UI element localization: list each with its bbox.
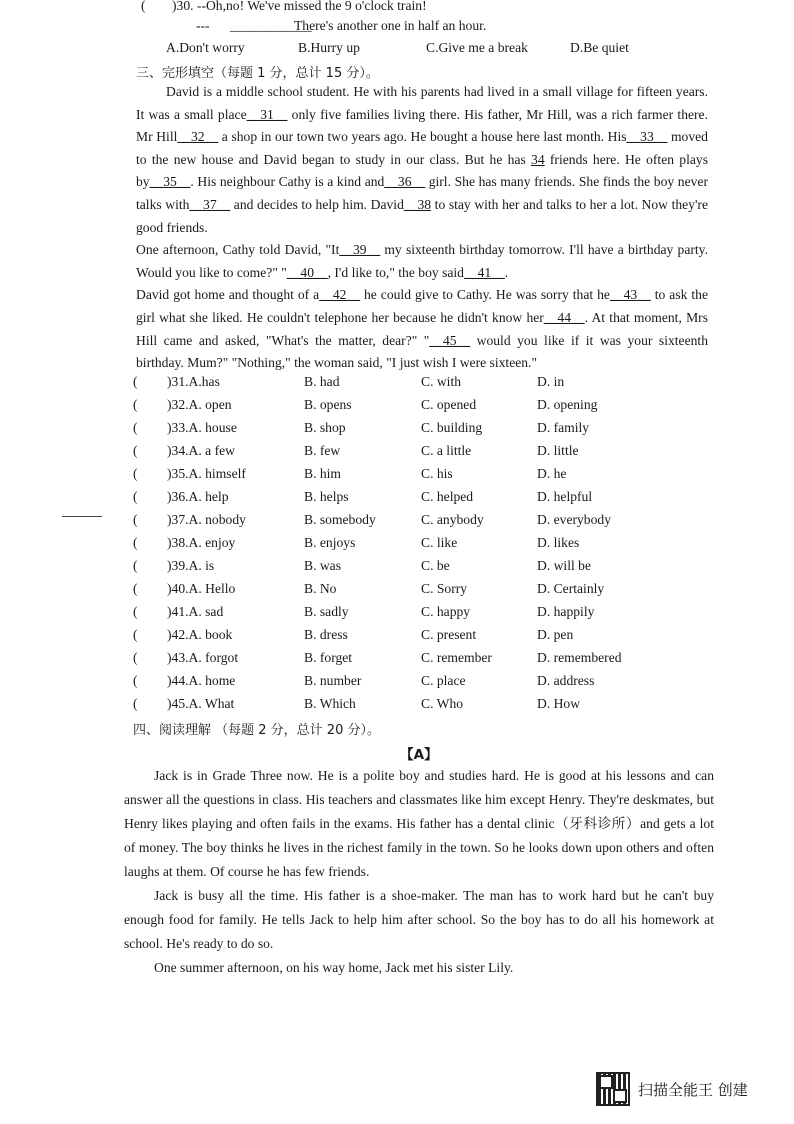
option-row-39: ( )39.A. is B. was C. be D. will be — [133, 558, 591, 573]
option-row-40: ( )40.A. Hello B. No C. Sorry D. Certainly — [133, 581, 605, 596]
q30-blank: ____________ — [230, 18, 312, 33]
blank-31: __31__ — [246, 106, 288, 122]
blank-35: __35__ — [149, 174, 191, 190]
blank-32: __32__ — [177, 129, 219, 145]
q30-dash: --- — [196, 18, 210, 33]
q30-line1: )30. --Oh,no! We've missed the 9 o'clock train! — [172, 0, 427, 13]
option-row-32: ( )32.A. open B. opens C. opened D. opening — [133, 397, 598, 412]
option-row-43: ( )43.A. forgot B. forget C. remember D. remembered — [133, 650, 622, 665]
option-row-35: ( )35.A. himself B. him C. his D. he — [133, 466, 567, 481]
cloze-paragraph-1: David is a middle school student. He with his parents had lived in a small village for fifteen years. It was a small place__31__ only five families living there. His father, Mr Hill, was a rich farmer there. Mr Hill__32__ a shop in our town two years ago. He bought a house here last month. His__33__ moved to the new house and David began to study in our class. But he has 34 friends here. He often plays by__35__. His neighbour Cathy is a kind and__36__ girl. She has many friends. She finds the boy never talks with__37__ and decides to help him. David__38 to stay with her and talks to her a lot. Now they're good friends. — [136, 84, 709, 235]
cloze-passage — [136, 81, 708, 375]
blank-41: __41__ — [463, 264, 505, 280]
option-row-41: ( )41.A. sad B. sadly C. happy D. happily — [133, 604, 595, 619]
scanner-watermark — [596, 1072, 748, 1106]
q30-option-d: D.Be quiet — [570, 40, 629, 55]
option-row-33: ( )33.A. house B. shop C. building D. family — [133, 420, 590, 435]
reading-paragraph-1: Jack is in Grade Three now. He is a polite boy and studies hard. He is good at his lessons and can answer all the questions in class. His teachers and classmates like him except Henry. They're deskmates, but Henry likes playing and often fails in the exams. His father has a dental clinic（牙科诊所）and gets a lot of money. The boy thinks he lives in the richest family in the town. So he looks down upon others and often laughs at them. Of course he has few friends. — [124, 768, 714, 879]
blank-37: __37__ — [189, 196, 231, 212]
blank-33: __33__ — [626, 129, 668, 145]
q30-option-a: A.Don't worry — [166, 40, 245, 55]
section4-heading: 四、阅读理解 （每题 2 分，总计 20 分）。 — [133, 723, 380, 738]
option-row-34: ( )34.A. a few B. few C. a little D. little — [133, 443, 579, 458]
q30-option-b: B.Hurry up — [298, 40, 360, 55]
reading-passage-a — [124, 764, 714, 980]
cloze-paragraph-3: David got home and thought of a__42__ he could give to Cathy. He was sorry that he__43__ to ask the girl what she liked. He couldn't telephone her because he didn't know her__44__. At that moment, Mrs Hill came and asked, "What's the matter, dear?" "__45__ would you like if it was your sixteenth birthday. Mum?" "Nothing," the woman said, "I just wish I were sixteen." — [136, 287, 708, 371]
q30-paren: ( — [141, 0, 146, 13]
blank-45: __45__ — [429, 332, 471, 348]
blank-43: __43__ — [609, 287, 651, 303]
qr-code-icon — [596, 1072, 630, 1106]
blank-36: __36__ — [384, 174, 426, 190]
blank-34: 34 — [531, 151, 545, 167]
q30-response: There's another one in half an hour. — [294, 18, 487, 33]
option-row-37: ( )37.A. nobody B. somebody C. anybody D. everybody — [133, 512, 611, 527]
blank-42: __42__ — [319, 287, 360, 303]
watermark-text: 扫描全能王 创建 — [638, 1080, 748, 1099]
option-row-45: ( )45.A. What B. Which C. Who D. How — [133, 696, 581, 711]
scan-mark — [62, 516, 102, 517]
option-row-36: ( )36.A. help B. helps C. helped D. helpful — [133, 489, 593, 504]
option-row-31: ( )31.A.has B. had C. with D. in — [133, 374, 565, 389]
reading-paragraph-3: One summer afternoon, on his way home, Jack met his sister Lily. — [154, 960, 514, 975]
part-a-heading: 【A】 — [400, 747, 438, 763]
option-row-42: ( )42.A. book B. dress C. present D. pen — [133, 627, 574, 642]
option-row-38: ( )38.A. enjoy B. enjoys C. like D. likes — [133, 535, 580, 550]
option-row-44: ( )44.A. home B. number C. place D. address — [133, 673, 595, 688]
section3-heading: 三、完形填空（每题 1 分，总计 15 分）。 — [136, 66, 379, 81]
cloze-paragraph-2: One afternoon, Cathy told David, "It__39__ my sixteenth birthday tomorrow. I'll have a birthday party. Would you like to come?" "__40__, I'd like to," the boy said__41__. — [136, 242, 708, 280]
reading-paragraph-2: Jack is busy all the time. His father is a shoe-maker. The man has to work hard but he can't buy enough food for family. He tells Jack to help him after school. So the boy has to do all his homework at school. He's ready to do so. — [124, 888, 714, 951]
blank-40: __40__ — [286, 264, 328, 280]
blank-38: __38 — [403, 196, 432, 212]
blank-39: __39__ — [339, 242, 381, 258]
blank-44: __44__ — [543, 309, 585, 325]
q30-option-c: C.Give me a break — [426, 40, 528, 55]
